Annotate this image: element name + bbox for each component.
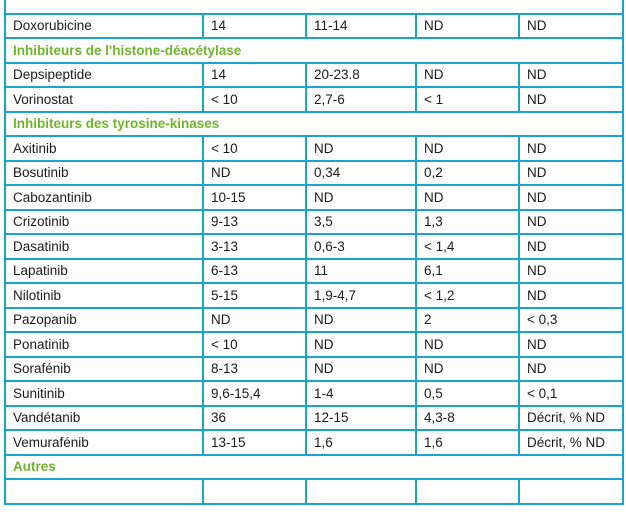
drug-name-cell: Crizotinib — [5, 210, 203, 235]
value-cell-2: 11-14 — [306, 14, 416, 39]
drug-name-cell: Cabozantinib — [5, 185, 203, 210]
section-header-label: Autres — [5, 455, 623, 480]
value-cell-3: 1,3 — [416, 210, 519, 235]
value-cell-1 — [203, 479, 306, 504]
value-cell-1: ND — [203, 308, 306, 333]
value-cell-4: < 0,1 — [519, 381, 623, 406]
value-cell-2: ND — [306, 136, 416, 161]
value-cell-4: ND — [519, 259, 623, 284]
value-cell-4: ND — [519, 234, 623, 259]
value-cell-2: 3,5 — [306, 210, 416, 235]
value-cell-2: 20-23.8 — [306, 63, 416, 88]
value-cell-3: < 1 — [416, 87, 519, 112]
value-cell-3: < 1,4 — [416, 234, 519, 259]
drug-name-cell: Ponatinib — [5, 332, 203, 357]
value-cell-2: ND — [306, 185, 416, 210]
section-header-label: Inhibiteurs des tyrosine-kinases — [5, 112, 623, 137]
table-row — [5, 381, 623, 406]
value-cell-1: 3-13 — [203, 234, 306, 259]
value-cell-1: 9-13 — [203, 210, 306, 235]
value-cell-3: 1,6 — [416, 430, 519, 455]
value-cell-4: ND — [519, 14, 623, 39]
value-cell-1: < 10 — [203, 332, 306, 357]
value-cell-4: ND — [519, 210, 623, 235]
table-row — [5, 234, 623, 259]
drug-name-cell: Vorinostat — [5, 87, 203, 112]
value-cell-3: ND — [416, 357, 519, 382]
section-header-row — [5, 112, 623, 137]
value-cell-2: 2,7-6 — [306, 87, 416, 112]
value-cell-3: 0,5 — [416, 381, 519, 406]
value-cell-4: ND — [519, 63, 623, 88]
value-cell-1: 5-15 — [203, 283, 306, 308]
value-cell-2: 0,6-3 — [306, 234, 416, 259]
value-cell-4: ND — [519, 332, 623, 357]
section-header-label — [5, 0, 623, 14]
table-row — [5, 308, 623, 333]
value-cell-4: ND — [519, 185, 623, 210]
value-cell-4: ND — [519, 161, 623, 186]
value-cell-4: ND — [519, 357, 623, 382]
value-cell-1: 13-15 — [203, 430, 306, 455]
drug-name-cell: Nilotinib — [5, 283, 203, 308]
drug-name-cell: Sorafénib — [5, 357, 203, 382]
table-row — [5, 87, 623, 112]
drug-name-cell: Vemurafénib — [5, 430, 203, 455]
value-cell-3: 2 — [416, 308, 519, 333]
value-cell-2: ND — [306, 357, 416, 382]
table-row — [5, 210, 623, 235]
drug-name-cell: Axitinib — [5, 136, 203, 161]
table-row — [5, 259, 623, 284]
value-cell-3 — [416, 479, 519, 504]
value-cell-3: ND — [416, 332, 519, 357]
value-cell-4: Décrit, % ND — [519, 430, 623, 455]
value-cell-4: ND — [519, 283, 623, 308]
value-cell-1: 6-13 — [203, 259, 306, 284]
value-cell-1: 14 — [203, 14, 306, 39]
section-header-row — [5, 455, 623, 480]
section-header-label: Inhibiteurs de l'histone-déacétylase — [5, 38, 623, 63]
section-header-row — [5, 0, 623, 14]
value-cell-3: 0,2 — [416, 161, 519, 186]
value-cell-1: < 10 — [203, 87, 306, 112]
table-row — [5, 430, 623, 455]
value-cell-2: 12-15 — [306, 406, 416, 431]
value-cell-4: ND — [519, 136, 623, 161]
value-cell-2: 1,9-4,7 — [306, 283, 416, 308]
value-cell-2: 0,34 — [306, 161, 416, 186]
value-cell-2: 1,6 — [306, 430, 416, 455]
value-cell-4 — [519, 479, 623, 504]
table-row — [5, 136, 623, 161]
section-header-row — [5, 38, 623, 63]
drug-name-cell: Lapatinib — [5, 259, 203, 284]
value-cell-2: 1-4 — [306, 381, 416, 406]
value-cell-1: 9,6-15,4 — [203, 381, 306, 406]
value-cell-3: 6,1 — [416, 259, 519, 284]
drug-name-cell: Depsipeptide — [5, 63, 203, 88]
value-cell-3: ND — [416, 185, 519, 210]
value-cell-2: ND — [306, 332, 416, 357]
table-row — [5, 185, 623, 210]
value-cell-2: 11 — [306, 259, 416, 284]
value-cell-3: < 1,2 — [416, 283, 519, 308]
drug-name-cell: Dasatinib — [5, 234, 203, 259]
table-row — [5, 161, 623, 186]
drug-name-cell: Doxorubicine — [5, 14, 203, 39]
drug-name-cell: Pazopanib — [5, 308, 203, 333]
drug-name-cell — [5, 479, 203, 504]
table-body — [5, 0, 623, 504]
drug-name-cell: Sunitinib — [5, 381, 203, 406]
value-cell-4: < 0,3 — [519, 308, 623, 333]
value-cell-1: < 10 — [203, 136, 306, 161]
value-cell-3: 4,3-8 — [416, 406, 519, 431]
value-cell-1: 14 — [203, 63, 306, 88]
value-cell-2 — [306, 479, 416, 504]
value-cell-3: ND — [416, 63, 519, 88]
table-row — [5, 406, 623, 431]
value-cell-3: ND — [416, 136, 519, 161]
table-row — [5, 63, 623, 88]
value-cell-3: ND — [416, 14, 519, 39]
value-cell-1: 10-15 — [203, 185, 306, 210]
drug-table — [4, 0, 624, 505]
table-row — [5, 14, 623, 39]
value-cell-2: ND — [306, 308, 416, 333]
drug-name-cell: Bosutinib — [5, 161, 203, 186]
value-cell-1: 36 — [203, 406, 306, 431]
table-row — [5, 283, 623, 308]
value-cell-4: ND — [519, 87, 623, 112]
drug-name-cell: Vandétanib — [5, 406, 203, 431]
table-row — [5, 357, 623, 382]
value-cell-4: Décrit, % ND — [519, 406, 623, 431]
table-row — [5, 479, 623, 504]
table-row — [5, 332, 623, 357]
value-cell-1: 8-13 — [203, 357, 306, 382]
value-cell-1: ND — [203, 161, 306, 186]
